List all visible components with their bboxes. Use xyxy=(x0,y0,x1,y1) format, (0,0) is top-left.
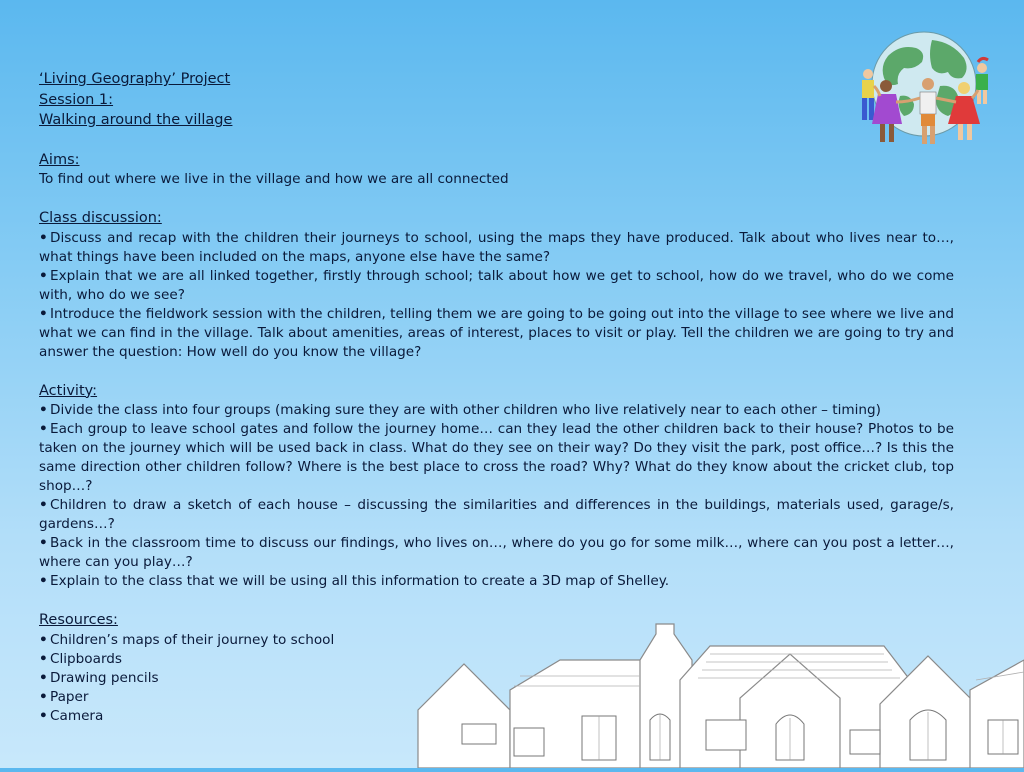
bullet-icon: • xyxy=(39,421,48,437)
bullet-icon: • xyxy=(39,650,48,667)
spacer xyxy=(39,591,954,610)
list-item: • Camera xyxy=(39,707,104,724)
bullet-icon: • xyxy=(39,688,48,705)
list-item: • Divide the class into four groups (making sure they are with other children who live relatively near to each other – timing) xyxy=(39,402,881,418)
resources-heading: Resources: xyxy=(39,612,118,628)
list-item: • Back in the classroom time to discuss our findings, who lives on…, where do you go for some milk…, where can you post a letter…, where can you play…? xyxy=(39,535,954,570)
list-item: • Children to draw a sketch of each house – discussing the similarities and differences in the buildings, materials used, garage/s, gardens…? xyxy=(39,497,954,532)
spacer xyxy=(39,362,954,381)
spacer xyxy=(39,131,954,150)
bullet-icon: • xyxy=(39,402,48,418)
aims-heading: Aims: xyxy=(39,151,80,168)
bullet-icon: • xyxy=(39,535,48,551)
list-item: • Clipboards xyxy=(39,650,123,667)
list-item: • Introduce the fieldwork session with the children, telling them we are going to be going out into the village to see where we live and what we can find in the village. Talk about amenities, areas of interest, places to visit or play. Tell the children we are going to try and answer the question: How well do you know the village? xyxy=(39,305,954,360)
aims-text: To find out where we live in the village and how we are all connected xyxy=(39,171,509,187)
list-item: • Explain to the class that we will be using all this information to create a 3D map of Shelley. xyxy=(39,573,670,589)
list-item: • Discuss and recap with the children their journeys to school, using the maps they have produced. Talk about who lives near to…, what things have been included on the maps, anyone else have the same? xyxy=(39,229,954,265)
list-item: • Each group to leave school gates and follow the journey home… can they lead the other children back to their house? Photos to be taken on the journey which will be used back in class. What do they see on their way? Do they visit the park, post office…? Is this the same direction other children follow? Where is the best place to cross the road? Why? What do they know about the cricket club, top shop…? xyxy=(39,421,954,494)
project-title: ‘Living Geography’ Project xyxy=(39,71,231,87)
school-building-drawing xyxy=(410,620,1024,768)
spacer xyxy=(39,189,954,208)
list-item: • Drawing pencils xyxy=(39,669,159,686)
globe-children-icon xyxy=(852,26,996,154)
bullet-icon: • xyxy=(39,229,48,246)
session-subtitle: Walking around the village xyxy=(39,112,233,128)
bullet-icon: • xyxy=(39,669,48,686)
bullet-icon: • xyxy=(39,631,48,648)
bullet-icon: • xyxy=(39,267,48,284)
bullet-icon: • xyxy=(39,497,48,513)
bullet-icon: • xyxy=(39,305,48,322)
session-title: Session 1: xyxy=(39,91,114,108)
class-discussion-heading: Class discussion: xyxy=(39,210,162,226)
activity-heading: Activity: xyxy=(39,382,98,399)
list-item: • Children’s maps of their journey to school xyxy=(39,631,335,648)
bullet-icon: • xyxy=(39,573,48,589)
list-item: • Explain that we are all linked together, firstly through school; talk about how we get to school, how do we travel, who do we come with, who do we see? xyxy=(39,267,954,303)
list-item: • Paper xyxy=(39,688,89,705)
bullet-icon: • xyxy=(39,707,48,724)
